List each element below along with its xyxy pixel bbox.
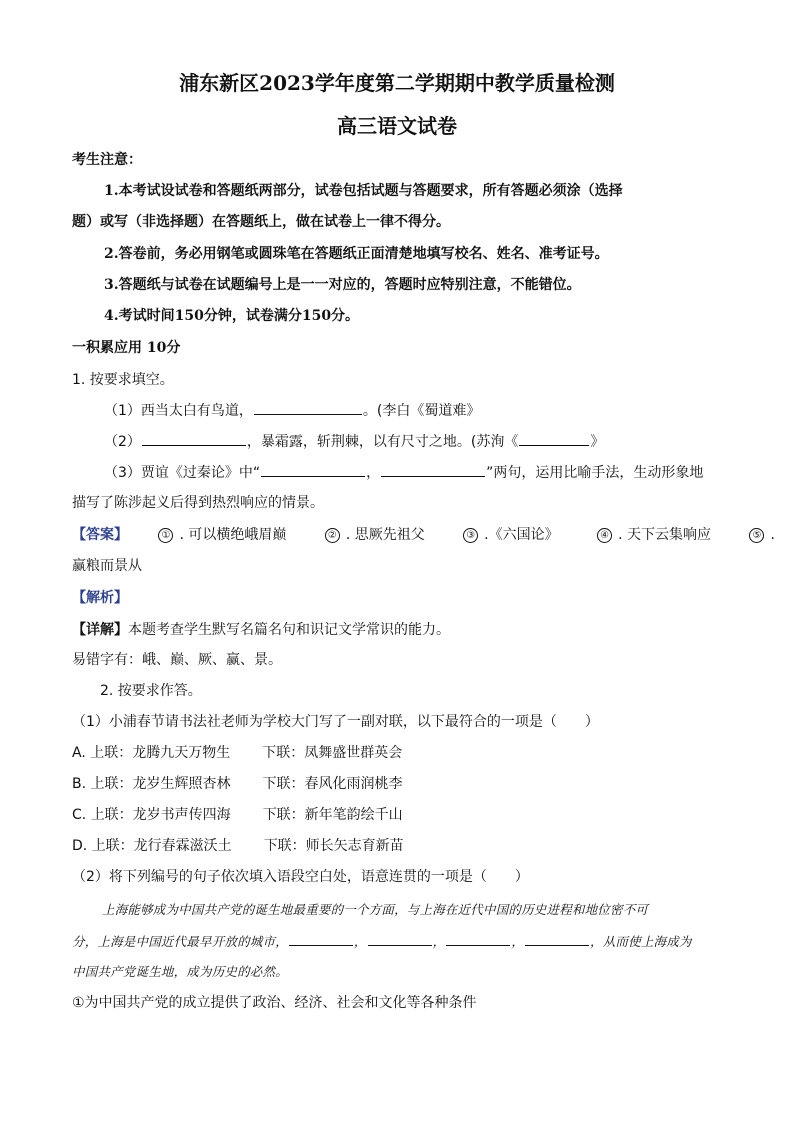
answer-tag: 【答案】: [72, 527, 128, 543]
option-c[interactable]: C. 上联：龙岁书声传四海 下联：新年笔韵绘千山: [72, 807, 403, 823]
answer-blank[interactable]: [254, 400, 362, 415]
answer-item: ② . 思厥先祖父: [325, 525, 425, 545]
answer-blank[interactable]: [142, 431, 246, 446]
q2-item-1: ①为中国共产党的成立提供了政治、经济、社会和文化等各种条件: [72, 995, 477, 1011]
notice-item-1b: 题）或写（非选择题）在答题纸上，做在试卷上一律不得分。: [72, 214, 450, 230]
q1-s1-source: 。(李白《蜀道难》: [362, 403, 481, 419]
q1-s3-tail: ”两句，运用比喻手法，生动形象地: [486, 465, 704, 481]
passage-line-2: 分，上海是中国近代最早开放的城市， ， ， ， ，从而使上海成为: [72, 931, 692, 952]
q1-s2-num: （2）: [104, 434, 141, 450]
q1-sentence-2: [104, 431, 604, 452]
notice-item-2: 2.答卷前，务必用钢笔或圆珠笔在答题纸正面清楚地填写校名、姓名、准考证号。: [104, 246, 609, 262]
passage-line-1: 上海能够成为中国共产党的诞生地最重要的一个方面，与上海在近代中国的历史进程和地位密不可: [102, 902, 649, 917]
detail-text: 本题考查学生默写名篇名句和识记文学常识的能力。: [128, 622, 450, 638]
notice-item-4: 4.考试时间150分钟，试卷满分150分。: [104, 308, 360, 324]
analysis-tag: 【解析】: [72, 590, 128, 606]
q2-sub-2: （2）将下列编号的句子依次填入语段空白处，语意连贯的一项是（ ）: [72, 869, 529, 885]
section-heading: 一积累应用 10分: [72, 340, 181, 356]
q1-s2-close: 》: [590, 434, 605, 450]
option-d[interactable]: D. 上联：龙行春霖滋沃土 下联：师长矢志育新苗: [72, 838, 404, 854]
answer-item: ① . 可以横绝峨眉巅: [158, 525, 286, 545]
option-b[interactable]: B. 上联：龙岁生辉照杏林 下联：春风化雨润桃李: [72, 776, 403, 792]
passage-blank[interactable]: [525, 931, 589, 946]
answer-blank[interactable]: [261, 462, 365, 477]
answer-blank[interactable]: [519, 431, 589, 446]
q1-s1-text: （1）西当太白有鸟道，: [104, 403, 253, 419]
answer-item: ④ . 天下云集响应: [597, 525, 711, 545]
q1-s3-text: （3）贾谊《过秦论》中“: [104, 465, 261, 481]
answer-blank[interactable]: [381, 462, 485, 477]
q2-sub-1: （1）小浦春节请书法社老师为学校大门写了一副对联，以下最符合的一项是（ ）: [72, 714, 599, 730]
answer-line: [72, 525, 775, 545]
q1-s3-sep: ，: [366, 465, 381, 481]
answer-item: ③ .《六国论》: [463, 525, 558, 545]
q1-sentence-3-cont: 描写了陈涉起义后得到热烈响应的情景。: [72, 495, 324, 511]
exam-title: 浦东新区2023学年度第二学期期中教学质量检测: [179, 71, 615, 95]
detail-line: [72, 620, 450, 640]
q1-sentence-3: [104, 462, 703, 483]
option-a[interactable]: A. 上联：龙腾九天万物生 下联：凤舞盛世群英会: [72, 745, 403, 761]
q1-s2-text: ，暴霜露，斩荆棘，以有尺寸之地。(苏洵《: [246, 434, 519, 450]
q1-sentence-1: [104, 400, 480, 421]
passage-line-3: 中国共产党诞生地，成为历史的必然。: [72, 964, 288, 979]
passage-blank[interactable]: [289, 931, 353, 946]
notice-heading: 考生注意：: [72, 152, 142, 168]
notice-item-1a: 1.本考试设试卷和答题纸两部分，试卷包括试题与答题要求，所有答题必须涂（选择: [104, 183, 623, 199]
q1-prompt: 1. 按要求填空。: [72, 372, 174, 388]
error-chars: 易错字有：峨、巅、厥、赢、景。: [72, 652, 282, 668]
q2-prompt: 2. 按要求作答。: [100, 683, 202, 699]
passage-blank[interactable]: [446, 931, 510, 946]
exam-subtitle: 高三语文试卷: [337, 114, 457, 138]
passage-blank[interactable]: [368, 931, 432, 946]
answer-item: ⑤ .: [749, 525, 774, 545]
detail-tag: 【详解】: [72, 622, 128, 638]
answer-tail: 赢粮而景从: [72, 558, 142, 574]
notice-item-3: 3.答题纸与试卷在试题编号上是一一对应的，答题时应特别注意，不能错位。: [104, 277, 581, 293]
